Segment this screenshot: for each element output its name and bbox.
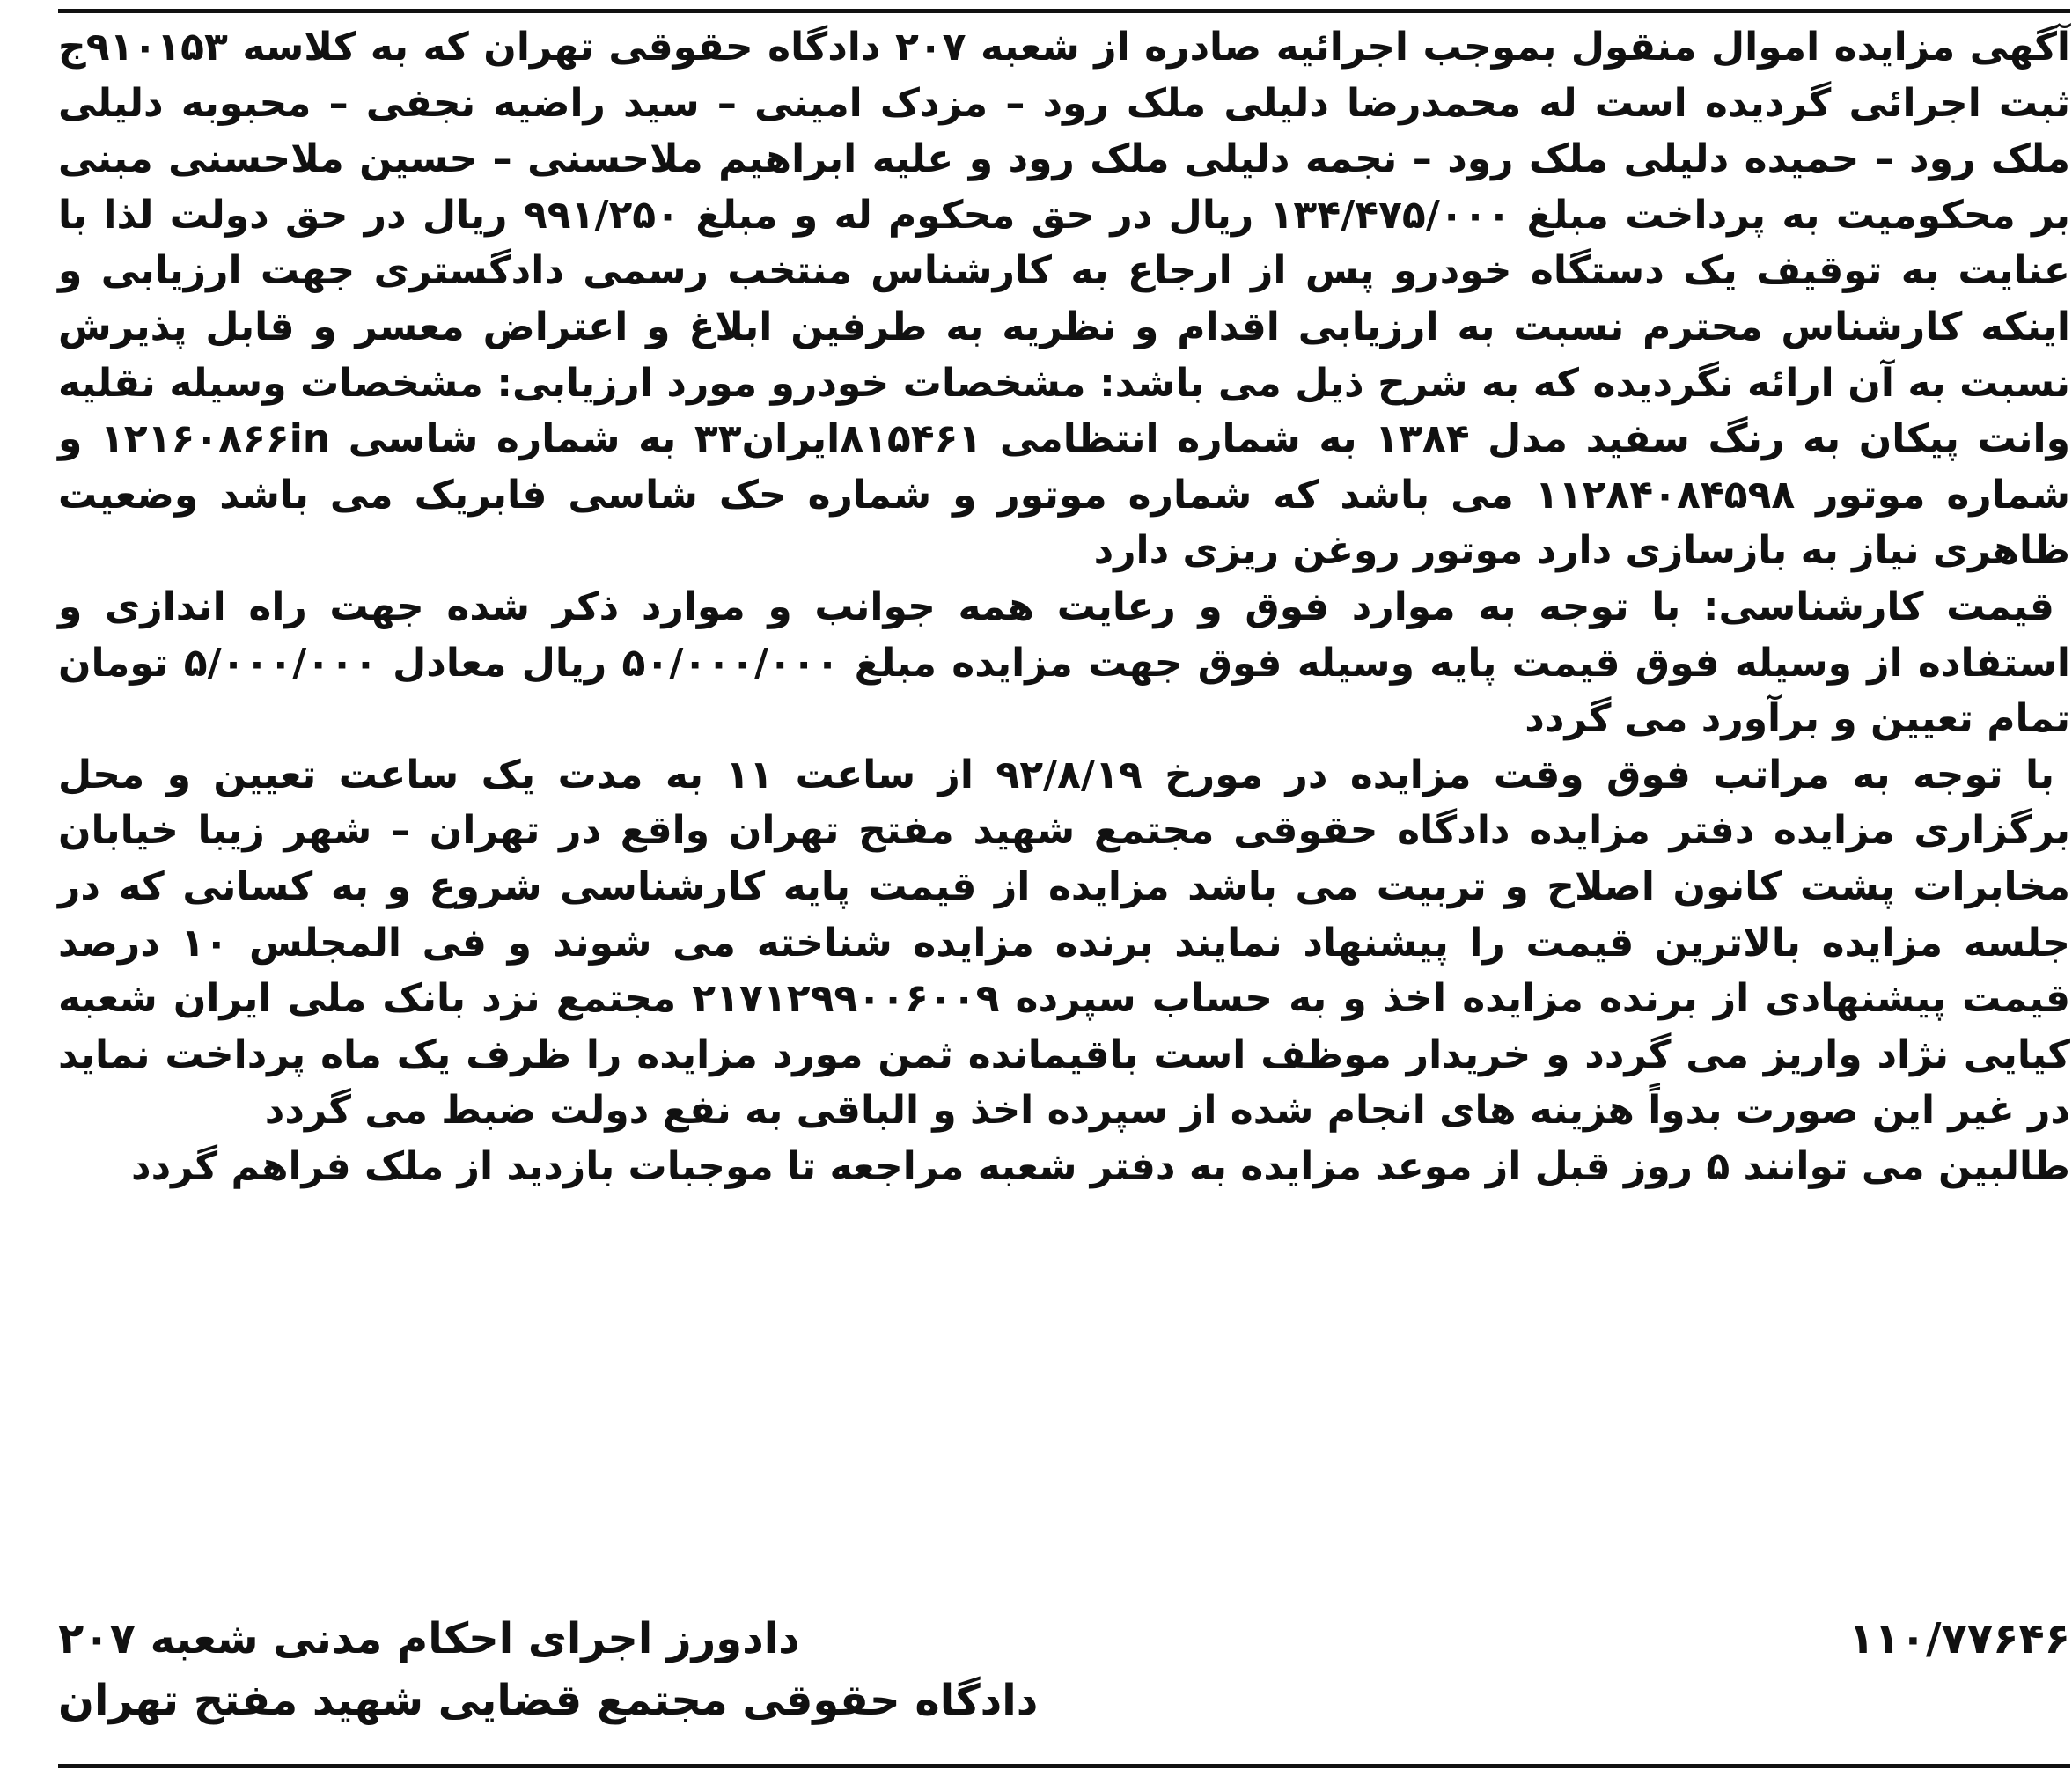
bottom-rule xyxy=(58,1764,2070,1768)
court-name: دادگاه حقوقی مجتمع قضایی شهید مفتح تهران xyxy=(58,1676,1039,1725)
top-rule xyxy=(58,9,2070,13)
notice-paragraph-visit-info: طالبین می توانند ۵ روز قبل از موعد مزایده به دفتر شعبه مراجعه تا موجبات بازدید از ملک فراهم گردد xyxy=(131,1143,2070,1189)
auction-notice-body xyxy=(58,19,2070,1194)
reference-number: ۱۱۰/۷۷۶۴۶ xyxy=(1848,1614,2070,1663)
footer-row-1 xyxy=(58,1611,2070,1667)
notice-paragraph-auction-time-place: با توجه به مراتب فوق وقت مزایده در مورخ ۹۲/۸/۱۹ از ساعت ۱۱ به مدت یک ساعت تعیین و محل برگزاری مزایده دفتر مزایده دادگاه حقوقی مجتمع شهید مفتح تهران واقع در تهران – شهر زیبا خیابان مخابرات پشت کانون اصلاح و تربیت می باشد مزایده از قیمت پایه کارشناسی شروع و به کسانی که در جلسه مزایده بالاترین قیمت را پیشنهاد نمایند برنده مزایده شناخته می شوند و فی المجلس ۱۰ درصد قیمت پیشنهادی از برنده مزایده اخذ و به حساب سپرده ۲۱۷۱۲۹۹۰۰۶۰۰۹ مجتمع نزد بانک ملی ایران شعبه کیایی نژاد واریز می گردد و خریدار موظف است باقیمانده ثمن مورد مزایده را ظرف یک ماه پرداخت نماید در غیر این صورت بدواً هزینه های انجام شده از سپرده اخذ و الباقی به نفع دولت ضبط می گردد xyxy=(58,752,2070,1134)
notice-paragraph-case-details: آگهی مزایده اموال منقول بموجب اجرائیه صادره از شعبه ۲۰۷ دادگاه حقوقی تهران که به کلاسه ۹۱۰۱۵۳ج ثبت اجرائی گردیده است له محمدرضا دلیلی ملک رود – مزدک امینی – سید راضیه نجفی – محبوبه دلیلی ملک رود – حمیده دلیلی ملک رود – نجمه دلیلی ملک رود و علیه ابراهیم ملاحسنی – حسین ملاحسنی مبنی بر محکومیت به پرداخت مبلغ ۱۳۴/۴۷۵/۰۰۰ ریال در حق محکوم له و مبلغ ۹۹۱/۲۵۰ ریال در حق دولت لذا با عنایت به توقیف یک دستگاه خودرو پس از ارجاع به کارشناس منتخب رسمی دادگستری جهت ارزیابی و اینکه کارشناس محترم نسبت به ارزیابی اقدام و نظریه به طرفین ابلاغ و اعتراض معسر و قابل پذیرش نسبت به آن ارائه نگردیده که به شرح ذیل می باشد: مشخصات خودرو مورد ارزیابی: مشخصات وسیله نقلیه وانت پیکان به رنگ سفید مدل ۱۳۸۴ به شماره انتظامی ۸۱۵۴۶۱ایران۳۳ به شماره شاسی ۱۲۱۶۰۸۶۶in و شماره موتور ۱۱۲۸۴۰۸۴۵۹۸ می باشد که شماره موتور و شماره حک شاسی فابریک می باشد وضعیت ظاهری نیاز به بازسازی دارد موتور روغن ریزی دارد xyxy=(58,25,2070,574)
notice-paragraph-expert-price: قیمت کارشناسی: با توجه به موارد فوق و رعایت همه جوانب و موارد ذکر شده جهت راه اندازی و استفاده از وسیله فوق قیمت پایه وسیله فوق جهت مزایده مبلغ ۵۰/۰۰۰/۰۰۰ ریال معادل ۵/۰۰۰/۰۰۰ تومان تمام تعیین و برآورد می گردد xyxy=(58,584,2070,742)
footer-row-2 xyxy=(58,1672,2070,1729)
signer-title: دادورز اجرای احکام مدنی شعبه ۲۰۷ xyxy=(58,1614,800,1663)
